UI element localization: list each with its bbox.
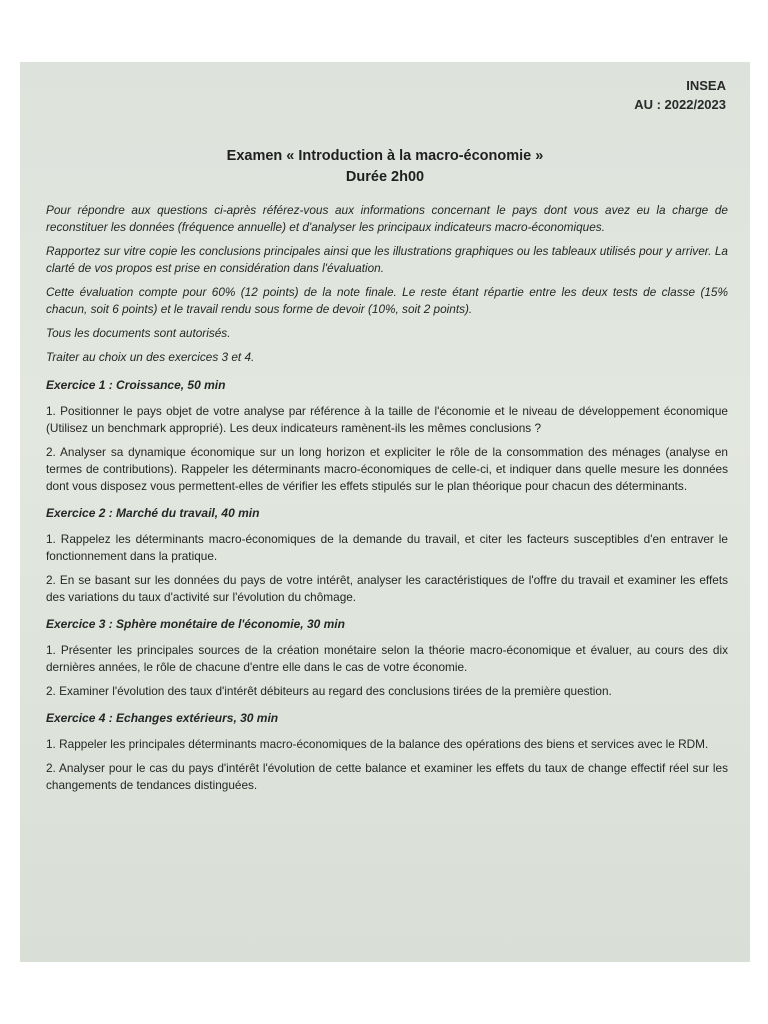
exercise-title: Exercice 3 : Sphère monétaire de l'économie, 30 min xyxy=(46,617,345,631)
exercise-question: 2. Analyser pour le cas du pays d'intérêt l'évolution de cette balance et examiner les effets du taux de change effectif réel sur les changements de tendances distinguées. xyxy=(46,761,728,792)
instruction-paragraph: Cette évaluation compte pour 60% (12 points) de la note finale. Le reste étant répartie entre les deux tests de classe (15% chacun, soit 6 points) et le travail rendu sous forme de devoir (10%, soit 2 points). xyxy=(46,285,728,316)
exercise-question: 1. Présenter les principales sources de la création monétaire selon la théorie macro-économique et évaluer, au cours des dix dernières années, le rôle de chacune d'entre elle dans le cas de votre économie. xyxy=(46,643,728,674)
exercise-question: 1. Rappeler les principales déterminants macro-économiques de la balance des opérations des biens et services avec le RDM. xyxy=(46,737,709,751)
exercise-3 xyxy=(46,616,728,700)
academic-year: AU : 2022/2023 xyxy=(634,97,726,112)
instruction-paragraph: Tous les documents sont autorisés. xyxy=(46,326,231,340)
exercise-title: Exercice 4 : Echanges extérieurs, 30 min xyxy=(46,711,279,725)
instruction-paragraph: Traiter au choix un des exercices 3 et 4. xyxy=(46,350,255,364)
header-block xyxy=(634,76,726,114)
exercise-2 xyxy=(46,505,728,606)
exam-sheet xyxy=(20,62,750,962)
exam-title-block xyxy=(20,146,750,188)
exercise-question: 2. En se basant sur les données du pays de votre intérêt, analyser les caractéristiques de l'offre du travail et examiner les effets des variations du taux d'activité sur l'évolution du chômage. xyxy=(46,573,728,604)
exercise-question: 1. Rappelez les déterminants macro-économiques de la demande du travail, et citer les facteurs susceptibles d'en entraver le fonctionnement dans la pratique. xyxy=(46,532,728,563)
exercise-1 xyxy=(46,377,728,495)
exercise-4 xyxy=(46,710,728,794)
exam-duration: Durée 2h00 xyxy=(345,169,425,185)
exercise-title: Exercice 1 : Croissance, 50 min xyxy=(46,378,226,392)
exam-title: Examen « Introduction à la macro-économie » xyxy=(226,148,544,164)
exam-content xyxy=(46,202,728,801)
exercise-question: 2. Examiner l'évolution des taux d'intérêt débiteurs au regard des conclusions tirées de la première question. xyxy=(46,684,612,698)
instruction-paragraph: Rapportez sur vitre copie les conclusions principales ainsi que les illustrations graphiques ou les tableaux utilisés pour y arriver. La clarté de vos propos est prise en considération dans l'évaluation. xyxy=(46,244,728,275)
exercise-question: 1. Positionner le pays objet de votre analyse par référence à la taille de l'économie et le niveau de développement économique (Utilisez un benchmark approprié). Les deux indicateurs ramènent-ils les mêmes conclusions ? xyxy=(46,404,728,435)
institution-name: INSEA xyxy=(686,78,726,93)
instruction-paragraph: Pour répondre aux questions ci-après référez-vous aux informations concernant le pays dont vous avez eu la charge de reconstituer les données (fréquence annuelle) et d'analyser les principaux indicateurs macro-économiques. xyxy=(46,203,728,234)
instructions xyxy=(46,202,728,366)
exercise-title: Exercice 2 : Marché du travail, 40 min xyxy=(46,506,260,520)
exercise-question: 2. Analyser sa dynamique économique sur un long horizon et expliciter le rôle de la consommation des ménages (analyse en termes de contributions). Rappeler les déterminants macro-économiques de celle-ci, et indiquer dans quelle mesure les données dont vous disposez vous permettent-elles de vérifier les effets stipulés sur le plan théorique pour chacun des déterminants. xyxy=(46,445,728,493)
